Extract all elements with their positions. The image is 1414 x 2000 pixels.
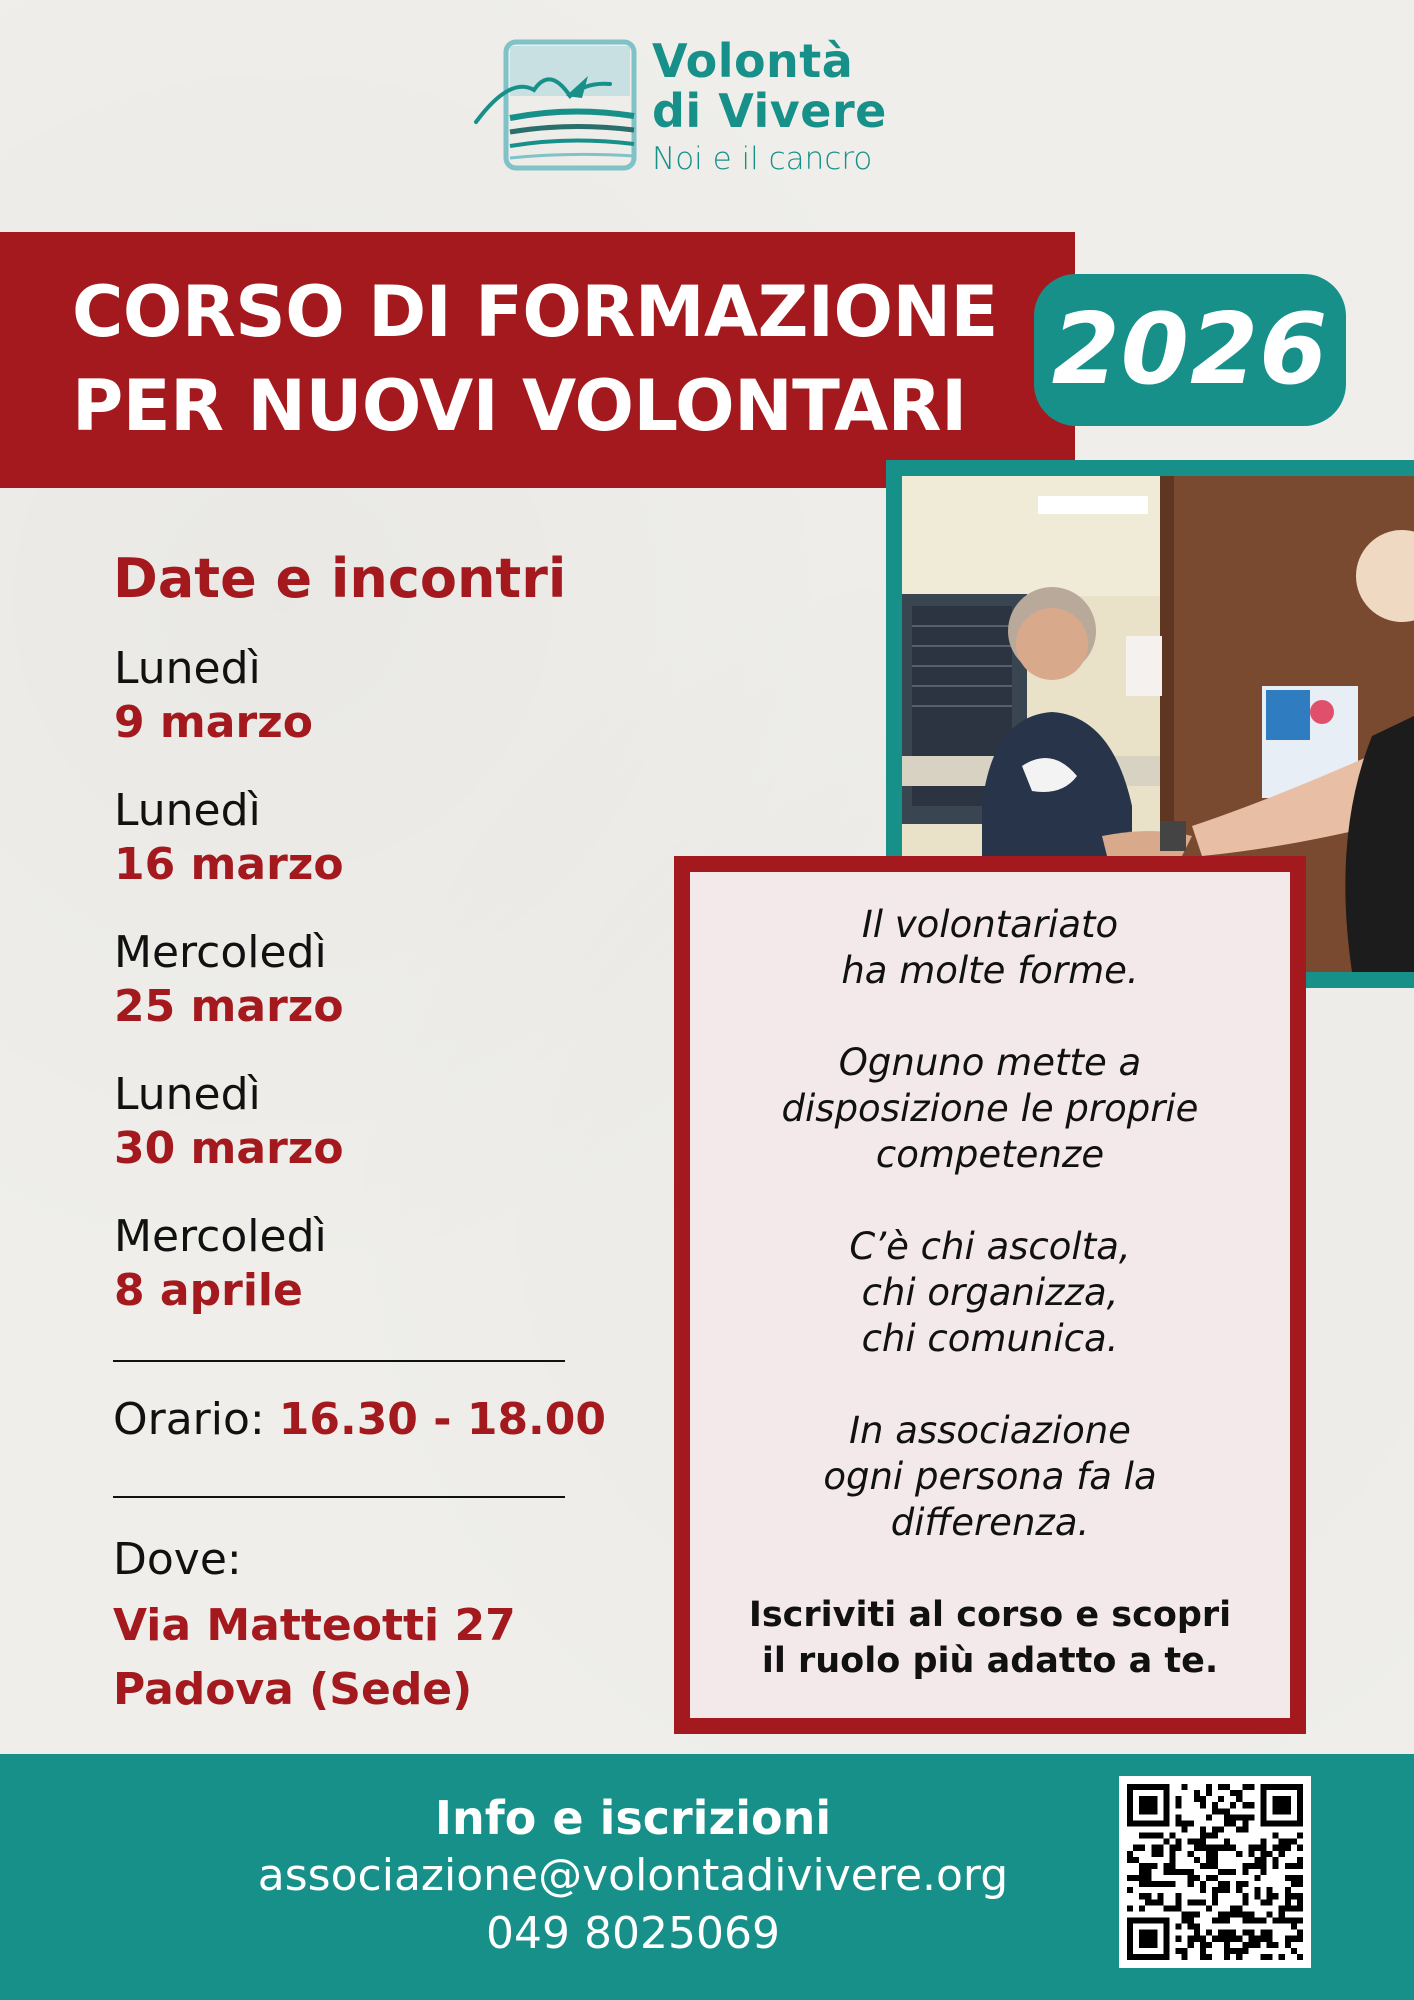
- quote-paragraph: [690, 1224, 1290, 1362]
- meeting-date: 25 marzo: [114, 981, 344, 1032]
- schedule-time-label: Orario:: [113, 1394, 265, 1445]
- meeting-day: Lunedì: [114, 643, 261, 694]
- address-line2: Padova (Sede): [113, 1664, 473, 1715]
- title-line1: CORSO DI FORMAZIONE: [72, 271, 998, 353]
- year-text: 2026: [1051, 293, 1329, 407]
- footer-email[interactable]: associazione@volontadivivere.org: [257, 1850, 1009, 1901]
- meeting-item: [114, 1210, 564, 1318]
- address-line1: Via Matteotti 27: [113, 1600, 516, 1651]
- meeting-item: [114, 1068, 564, 1176]
- meeting-item: [114, 784, 564, 892]
- meeting-date: 9 marzo: [114, 697, 314, 748]
- meeting-item: [114, 926, 564, 1034]
- meeting-date: 16 marzo: [114, 839, 344, 890]
- logo-name-line2: di Vivere: [652, 84, 887, 138]
- schedule-time: [113, 1392, 606, 1448]
- qr-code-icon: [1127, 1784, 1303, 1960]
- schedule-time-value: 16.30 - 18.00: [278, 1394, 606, 1445]
- meeting-day: Mercoledì: [114, 927, 327, 978]
- meeting-day: Lunedì: [114, 1069, 261, 1120]
- quote-paragraph: [690, 1040, 1290, 1178]
- quote-line: Ognuno mette a: [838, 1041, 1142, 1084]
- qr-code[interactable]: [1119, 1776, 1311, 1968]
- quote-line: chi comunica.: [861, 1317, 1119, 1360]
- logo: [470, 36, 910, 186]
- footer-title: Info e iscrizioni: [434, 1791, 832, 1845]
- dates-heading: Date e incontri: [113, 547, 567, 610]
- quote-line: ha molte forme.: [841, 949, 1139, 992]
- quote-line: ogni persona fa la: [823, 1455, 1157, 1498]
- quote-line: competenze: [875, 1133, 1105, 1176]
- title-band: [0, 232, 1075, 488]
- meeting-date: 8 aprile: [114, 1265, 303, 1316]
- meeting-day: Lunedì: [114, 785, 261, 836]
- quote-line: C’è chi ascolta,: [849, 1225, 1131, 1268]
- title-line2: PER NUOVI VOLONTARI: [72, 365, 967, 447]
- logo-tagline: Noi e il cancro: [652, 141, 873, 177]
- quote-line: differenza.: [890, 1501, 1090, 1544]
- logo-name-line1: Volontà: [652, 34, 854, 88]
- meeting-item: [114, 642, 564, 750]
- quote-box: [674, 856, 1306, 1734]
- meeting-day: Mercoledì: [114, 1211, 327, 1262]
- quote-paragraph: [690, 902, 1290, 994]
- footer-phone[interactable]: 049 8025069: [486, 1908, 780, 1959]
- divider: [113, 1496, 565, 1498]
- meeting-date: 30 marzo: [114, 1123, 344, 1174]
- divider: [113, 1360, 565, 1362]
- location-label: Dove:: [113, 1534, 242, 1585]
- cta-line: il ruolo più adatto a te.: [761, 1641, 1219, 1681]
- quote-line: In associazione: [849, 1409, 1131, 1452]
- cta-line: Iscriviti al corso e scopri: [748, 1595, 1232, 1635]
- quote-line: chi organizza,: [861, 1271, 1119, 1314]
- seagull-wave-logo-icon: [470, 36, 650, 176]
- quote-paragraph: [690, 1408, 1290, 1546]
- quote-line: Il volontariato: [861, 903, 1119, 946]
- year-badge: [1034, 274, 1346, 426]
- call-to-action: [690, 1592, 1290, 1684]
- quote-line: disposizione le proprie: [781, 1087, 1199, 1130]
